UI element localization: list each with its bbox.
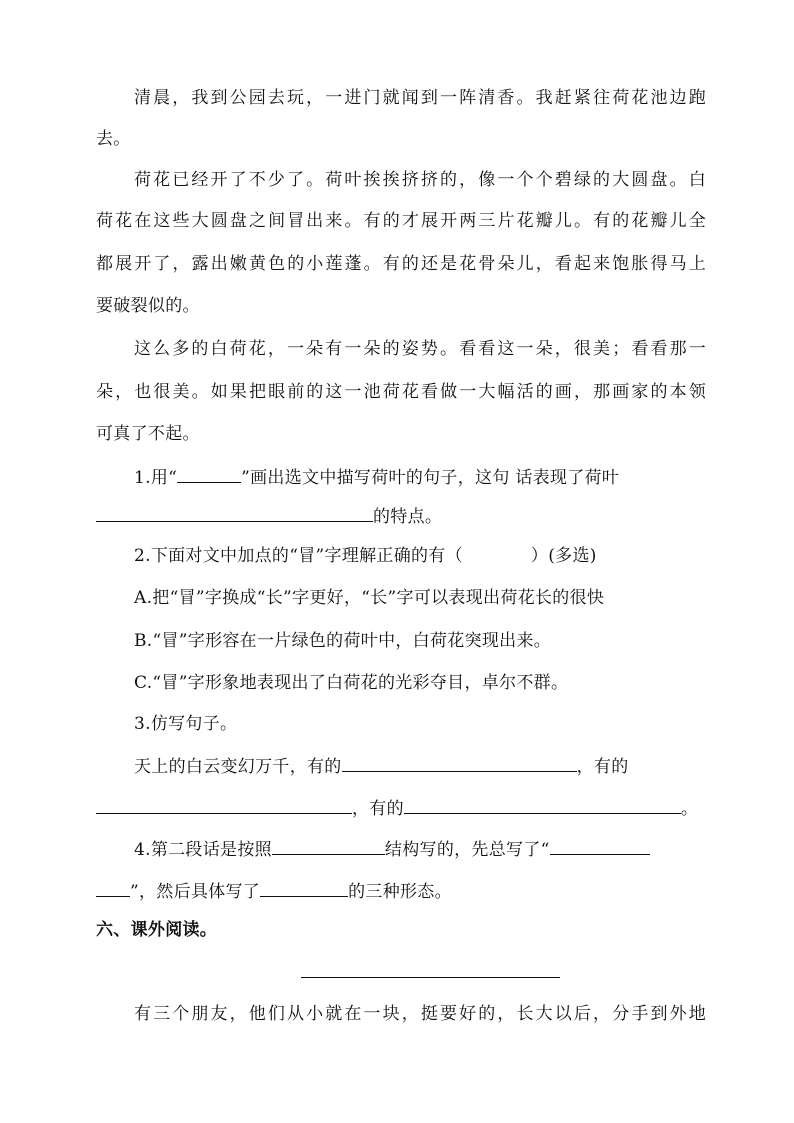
passage-paragraph-3-line-3: 可真了不起。 bbox=[96, 424, 200, 444]
question-3-prompt: 天上的白云变幻万千，有的 bbox=[134, 757, 342, 777]
question-3-line-1 bbox=[134, 755, 706, 777]
question-2-option-a: A.把“冒”字换成“长”字更好，“长”字可以表现出荷花长的很快 bbox=[134, 588, 605, 608]
question-2-end: ）(多选) bbox=[530, 546, 597, 566]
question-2-option-b: B.“冒”字形容在一片绿色的荷叶中，白荷花突现出来。 bbox=[134, 631, 552, 651]
passage-paragraph-1-line-1: 清晨，我到公园去玩，一进门就闻到一阵清香。我赶紧往荷花池边跑 bbox=[134, 88, 706, 108]
question-4-text-1: 4.第二段话是按照 bbox=[134, 840, 272, 860]
question-4-blank-summary-cont[interactable] bbox=[96, 880, 130, 897]
passage-paragraph-3-line-2: 朵，也很美。如果把眼前的这一池荷花看做一大幅活的画，那画家的本领 bbox=[96, 382, 706, 402]
question-3-blank-2[interactable] bbox=[96, 797, 352, 814]
question-3-title: 3.仿写句子。 bbox=[134, 714, 238, 734]
question-1-prefix: 1.用“ bbox=[134, 468, 178, 488]
question-4-blank-structure[interactable] bbox=[272, 838, 385, 855]
question-3-period: 。 bbox=[680, 799, 699, 819]
question-4-text-4: 的三种形态。 bbox=[348, 882, 452, 902]
passage-paragraph-2-line-3: 都展开了，露出嫩黄色的小莲蓬。有的还是花骨朵儿，看起来饱胀得马上 bbox=[96, 254, 706, 274]
question-3-connector-2: ，有的 bbox=[352, 799, 404, 819]
passage-paragraph-2-line-2: 荷花在这些大圆盘之间冒出来。有的才展开两三片花瓣儿。有的花瓣儿全 bbox=[96, 211, 706, 231]
question-4-line-1 bbox=[134, 838, 706, 860]
question-1-suffix: 的特点。 bbox=[373, 507, 443, 527]
reading-title-blank[interactable] bbox=[301, 976, 560, 978]
question-3-blank-1[interactable] bbox=[342, 755, 577, 772]
passage-paragraph-1-line-2: 去。 bbox=[96, 129, 131, 149]
section-6-heading: 六、课外阅读。 bbox=[96, 920, 218, 940]
question-3-connector-1: ，有的 bbox=[576, 757, 629, 777]
passage-paragraph-3-line-1: 这么多的白荷花，一朵有一朵的姿势。看看这一朵，很美；看看那一 bbox=[134, 339, 706, 359]
question-3-blank-3[interactable] bbox=[404, 797, 681, 814]
question-1-line-1 bbox=[134, 466, 706, 488]
question-1-text: ”画出选文中描写荷叶的句子，这句 话表现了荷叶 bbox=[241, 468, 620, 488]
question-4-text-2: 结构写的，先总写了“ bbox=[384, 840, 550, 860]
question-2-option-c: C.“冒”字形象地表现出了白荷花的光彩夺目，卓尔不群。 bbox=[134, 673, 569, 693]
question-2-line bbox=[134, 546, 706, 568]
question-4-blank-detail[interactable] bbox=[260, 880, 348, 897]
passage-paragraph-2-line-4: 要破裂似的。 bbox=[96, 296, 200, 316]
passage-paragraph-2-line-1: 荷花已经开了不少了。荷叶挨挨挤挤的，像一个个碧绿的大圆盘。白 bbox=[134, 170, 706, 190]
question-4-blank-summary[interactable] bbox=[550, 838, 650, 855]
question-1-line-2 bbox=[96, 505, 706, 527]
question-4-text-3: ”，然后具体写了 bbox=[130, 882, 261, 902]
question-1-answer-blank[interactable] bbox=[96, 505, 373, 522]
question-4-line-2 bbox=[96, 880, 706, 902]
question-1-underline-sample bbox=[177, 466, 241, 483]
section-6-paragraph-1-line-1: 有三个朋友，他们从小就在一块，挺要好的，长大以后，分手到外地 bbox=[134, 1004, 706, 1024]
question-2-text: 2.下面对文中加点的“冒”字理解正确的有（ bbox=[134, 546, 463, 566]
question-3-line-2 bbox=[96, 797, 706, 819]
